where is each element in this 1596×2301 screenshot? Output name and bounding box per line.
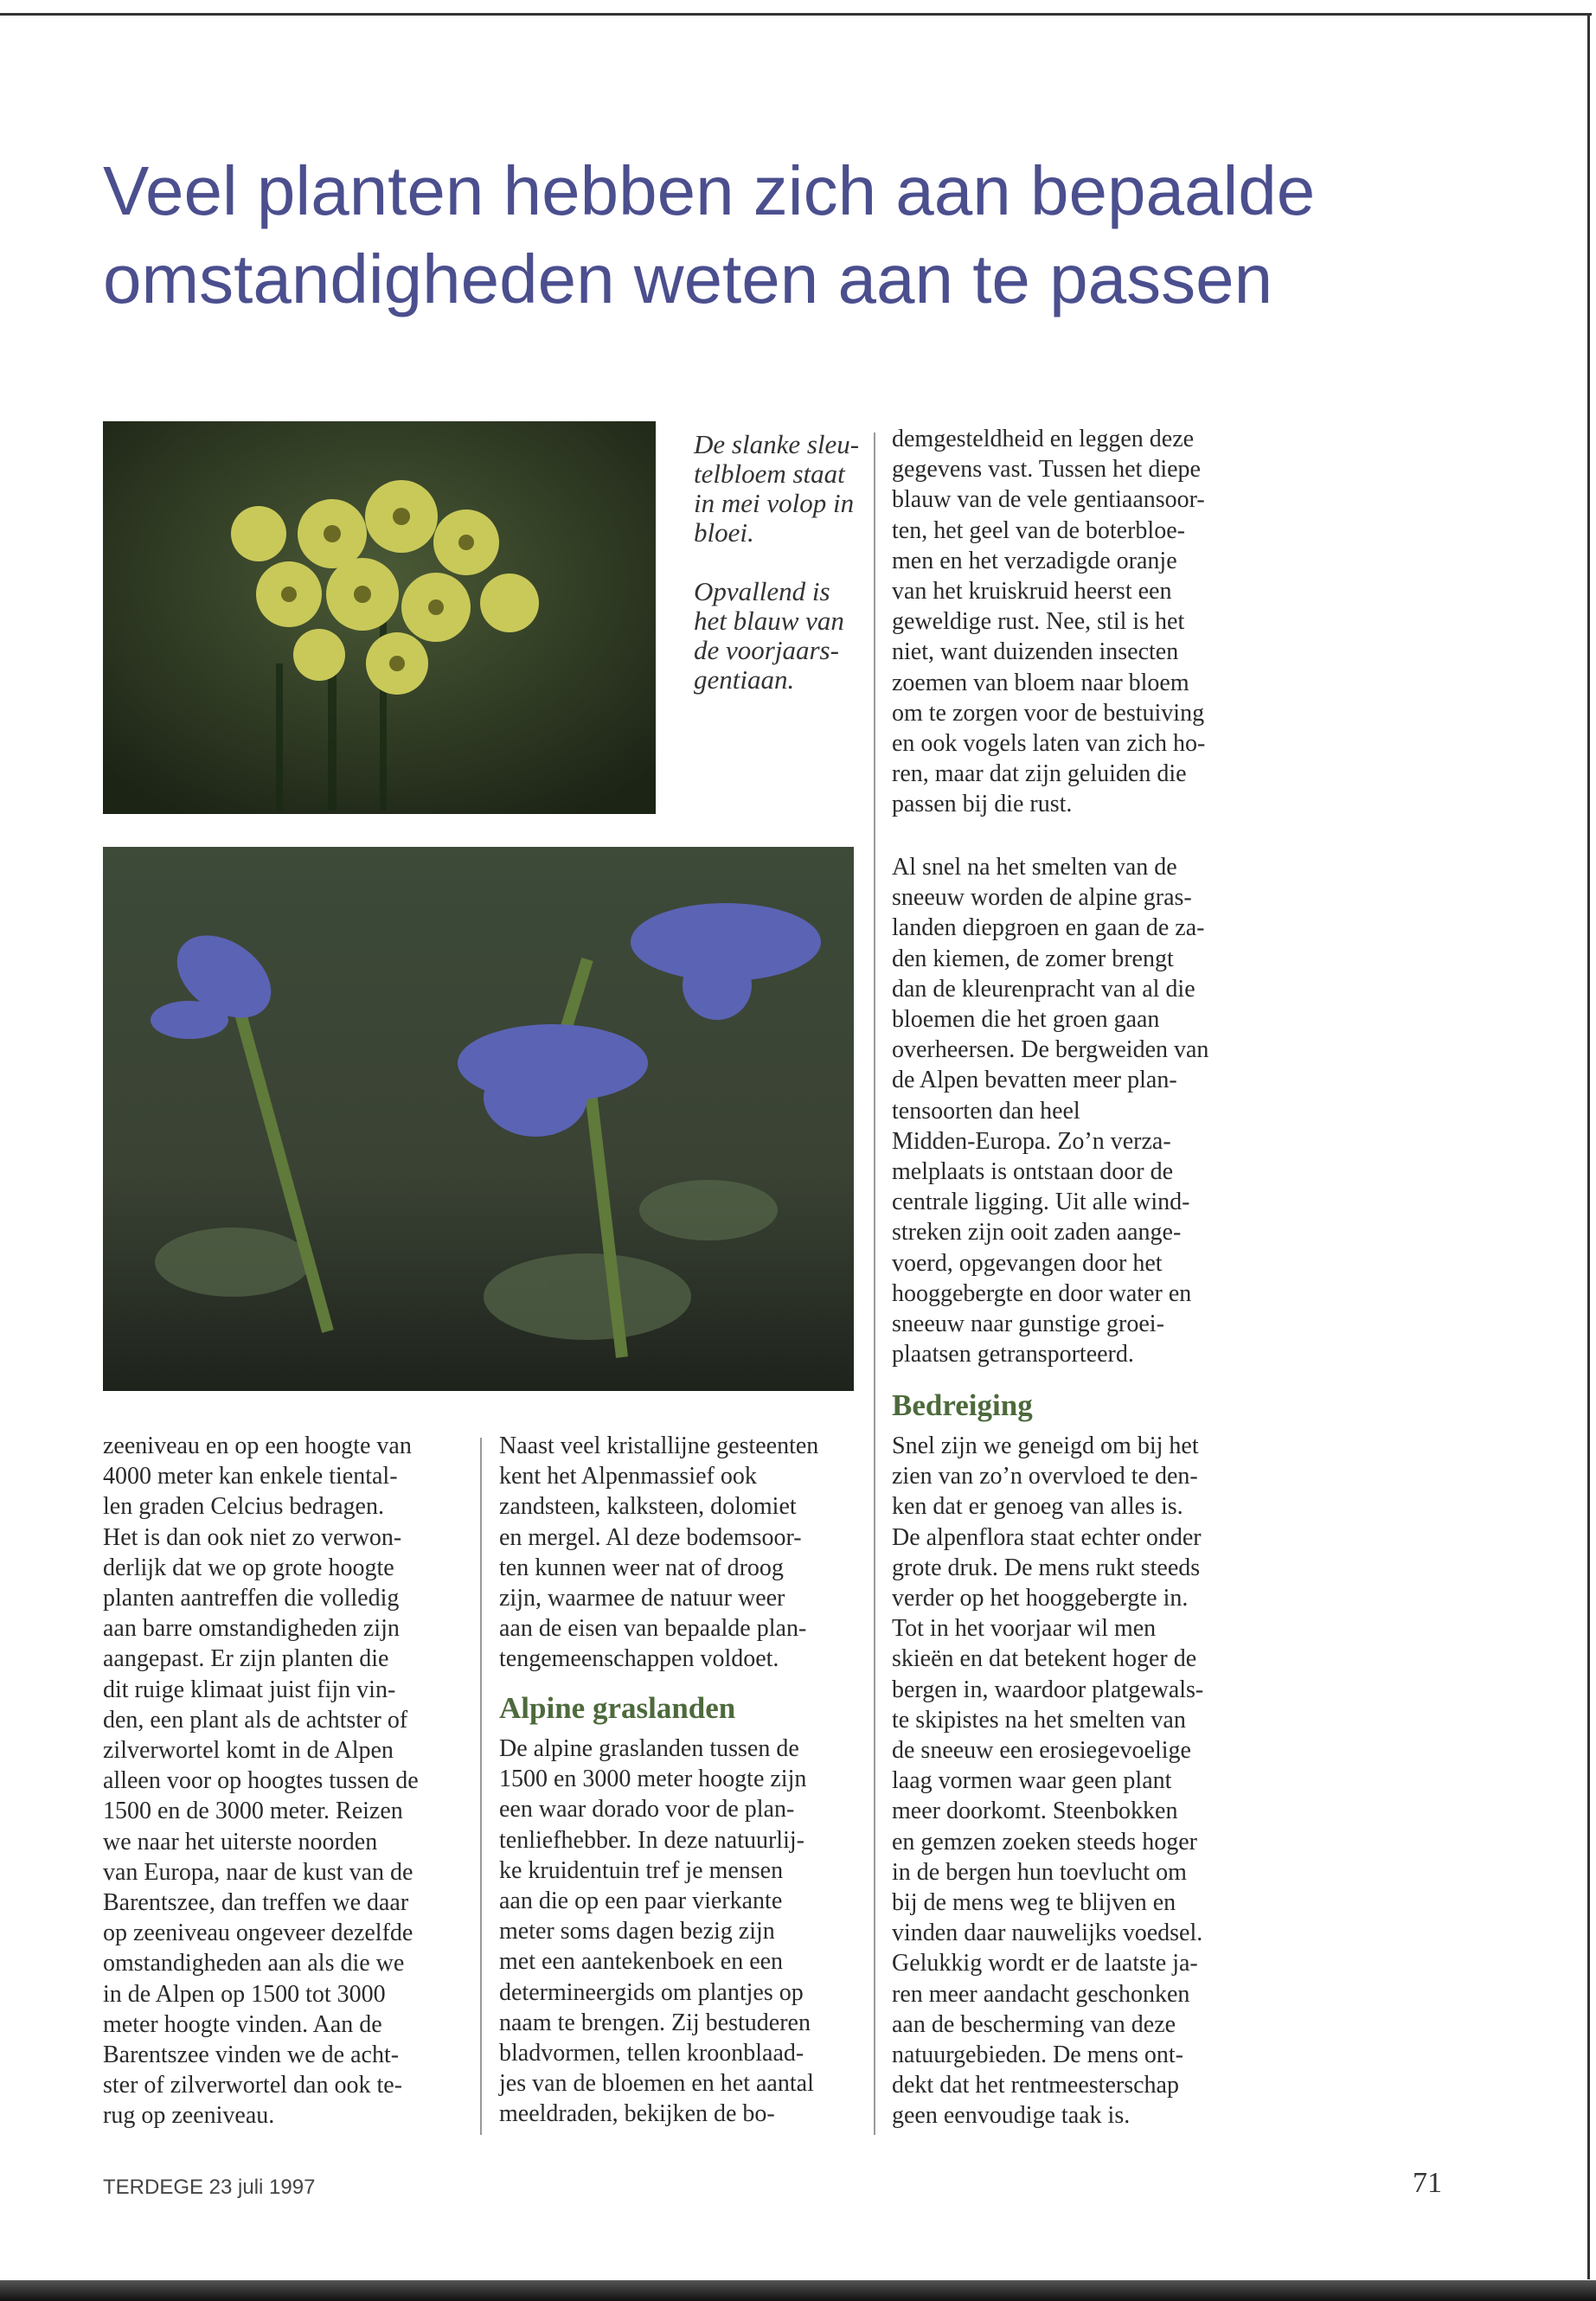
text-line: verder op het hooggebergte in. <box>892 1585 1189 1612</box>
text-line: geweldige rust. Nee, stil is het <box>892 608 1185 636</box>
text-line: meter hoogte vinden. Aan de <box>103 2010 382 2038</box>
text-line: omstandigheden aan als die we <box>103 1950 405 1977</box>
text-line: zijn, waarmee de natuur weer <box>499 1585 785 1612</box>
text-line: voerd, opgevangen door het <box>892 1249 1163 1277</box>
column-3-paragraph-3 <box>892 1431 1203 2131</box>
text-line: met een aantekenboek en een <box>499 1948 784 1976</box>
text-line: grote druk. De mens rukt steeds <box>892 1554 1201 1581</box>
text-line: en mergel. Al deze bodemsoor- <box>499 1523 802 1551</box>
text-line: geen eenvoudige taak is. <box>892 2102 1131 2130</box>
text-line: jes van de bloemen en het aantal <box>499 2070 814 2098</box>
text-line: Gelukkig wordt er de laatste ja- <box>892 1950 1198 1977</box>
text-line: op zeeniveau ongeveer dezelfde <box>103 1920 413 1947</box>
text-line: en ook vogels laten van zich ho- <box>892 730 1206 758</box>
text-line: kent het Alpenmassief ook <box>499 1463 757 1490</box>
text-line: naam te brengen. Zij bestuderen <box>499 2009 811 2036</box>
text-line: dit ruige klimaat juist fijn vin- <box>103 1676 396 1703</box>
scan-edge <box>0 2280 1596 2301</box>
text-line: zien van zo’n overvloed te den- <box>892 1463 1198 1490</box>
text-line: demgesteldheid en leggen deze <box>892 426 1195 452</box>
text-line: van Europa, naar de kust van de <box>103 1858 413 1886</box>
text-line: te skipistes na het smelten van <box>892 1706 1186 1734</box>
text-line: ten kunnen weer nat of droog <box>499 1554 784 1581</box>
text-line: zoemen van bloem naar bloem <box>892 669 1189 696</box>
text-line: landen diepgroen en gaan de za- <box>892 914 1205 942</box>
text-line: dan de kleurenpracht van al die <box>892 975 1195 1003</box>
text-line: 1500 en de 3000 meter. Reizen <box>103 1798 403 1825</box>
text-line: tensoorten dan heel <box>892 1097 1080 1125</box>
text-line: de sneeuw een erosiegevoelige <box>892 1737 1191 1765</box>
text-line: in de Alpen op 1500 tot 3000 <box>103 1980 386 2008</box>
text-line: De alpine graslanden tussen de <box>499 1735 799 1762</box>
text-line: sneeuw naar gunstige groei- <box>892 1311 1164 1338</box>
text-line: en gemzen zoeken steeds hoger <box>892 1828 1197 1856</box>
text-line: determineergids om plantjes op <box>499 1978 804 2006</box>
text-line: melplaats is ontstaan door de <box>892 1158 1174 1186</box>
text-line: passen bij die rust. <box>892 791 1073 818</box>
text-line: overheersen. De bergweiden van <box>892 1036 1209 1064</box>
caption-primrose: De slanke sleu- telbloem staat in mei volop in bloei. <box>694 429 860 548</box>
text-line: ke kruidentuin tref je mensen <box>499 1856 784 1884</box>
text-line: len graden Celcius bedragen. <box>103 1493 384 1521</box>
page-number: 71 <box>1413 2167 1442 2199</box>
text-line: blauw van de vele gentiaansoor- <box>892 486 1205 514</box>
text-line: men en het verzadigde oranje <box>892 547 1177 574</box>
text-line: ren, maar dat zijn geluiden die <box>892 760 1187 788</box>
photo-captions <box>694 430 867 724</box>
column-2-paragraph-1 <box>499 1431 818 1675</box>
top-border <box>0 13 1592 16</box>
text-line: de Alpen bevatten meer plan- <box>892 1067 1177 1094</box>
text-line: streken zijn ooit zaden aange- <box>892 1219 1182 1247</box>
column-3-paragraph-2 <box>892 852 1208 1369</box>
text-line: sneeuw worden de alpine gras- <box>892 884 1192 912</box>
text-line: Midden-Europa. Zo’n verza- <box>892 1127 1171 1155</box>
text-line: Snel zijn we geneigd om bij het <box>892 1433 1199 1459</box>
text-line: natuurgebieden. De mens ont- <box>892 2041 1183 2069</box>
column-3-paragraph-1 <box>892 424 1205 820</box>
text-line: Het is dan ook niet zo verwon- <box>103 1523 402 1551</box>
text-line: aan barre omstandigheden zijn <box>103 1615 400 1643</box>
text-line: meer doorkomt. Steenbokken <box>892 1798 1178 1825</box>
text-line: niet, want duizenden insecten <box>892 638 1179 666</box>
text-line: een waar dorado voor de plan- <box>499 1796 795 1823</box>
text-line: skieën en dat betekent hoger de <box>892 1645 1197 1673</box>
text-line: den, een plant als de achtster of <box>103 1706 408 1734</box>
text-line: Al snel na het smelten van de <box>892 854 1177 881</box>
footer-publication: TERDEGE 23 juli 1997 <box>103 2176 316 2199</box>
text-line: zeeniveau en op een hoogte van <box>103 1433 412 1459</box>
text-line: meeldraden, bekijken de bo- <box>499 2100 775 2128</box>
text-line: Barentszee vinden we de acht- <box>103 2041 400 2069</box>
text-line: aan de bescherming van deze <box>892 2010 1176 2038</box>
text-line: derlijk dat we op grote hoogte <box>103 1554 394 1581</box>
column-2-paragraph-2 <box>499 1734 814 2130</box>
text-line: ken dat er genoeg van alles is. <box>892 1493 1183 1521</box>
page-title <box>103 147 1315 324</box>
text-line: ren meer aandacht geschonken <box>892 1980 1190 2008</box>
text-line: zilverwortel komt in de Alpen <box>103 1737 394 1765</box>
text-line: 4000 meter kan enkele tiental- <box>103 1463 398 1490</box>
text-line: laag vormen waar geen plant <box>892 1767 1172 1795</box>
text-line: bladvormen, tellen kroonblaad- <box>499 2040 804 2067</box>
text-line: van het kruiskruid heerst een <box>892 578 1172 606</box>
text-line: aangepast. Er zijn planten die <box>103 1645 389 1673</box>
section-heading-alpine-graslanden: Alpine graslanden <box>499 1691 736 1725</box>
text-line: bergen in, waardoor platgewals- <box>892 1676 1204 1703</box>
text-line: zandsteen, kalksteen, dolomiet <box>499 1493 797 1521</box>
caption-gentian: Opvallend is het blauw van de voorjaars- gentiaan. <box>694 576 844 695</box>
title-line-1: Veel planten hebben zich aan bepaalde <box>103 152 1316 229</box>
text-line: meter soms dagen bezig zijn <box>499 1918 775 1945</box>
text-line: tenliefhebber. In deze natuurlij- <box>499 1826 804 1854</box>
text-line: in de bergen hun toevlucht om <box>892 1858 1187 1886</box>
text-line: De alpenflora staat echter onder <box>892 1523 1202 1551</box>
text-line: alleen voor op hoogtes tussen de <box>103 1767 419 1795</box>
text-line: bloemen die het groen gaan <box>892 1006 1160 1034</box>
text-line: om te zorgen voor de bestuiving <box>892 699 1205 727</box>
text-line: ten, het geel van de boterbloe- <box>892 516 1185 544</box>
column-divider <box>480 1438 482 2135</box>
text-line: dekt dat het rentmeesterschap <box>892 2072 1179 2099</box>
text-line: hooggebergte en door water en <box>892 1279 1192 1307</box>
text-line: centrale ligging. Uit alle wind- <box>892 1189 1190 1216</box>
column-1-text <box>103 1431 419 2131</box>
text-line: tengemeenschappen voldoet. <box>499 1645 779 1673</box>
text-line: Tot in het voorjaar wil men <box>892 1615 1157 1643</box>
section-heading-bedreiging: Bedreiging <box>892 1388 1033 1422</box>
text-line: den kiemen, de zomer brengt <box>892 945 1174 972</box>
text-line: Naast veel kristallijne gesteenten <box>499 1433 819 1459</box>
right-border <box>1587 13 1590 2279</box>
text-line: aan die op een paar vierkante <box>499 1888 783 1915</box>
photo-primrose <box>103 421 656 814</box>
title-line-2: omstandigheden weten aan te passen <box>103 240 1273 317</box>
column-divider <box>874 433 875 2135</box>
text-line: planten aantreffen die volledig <box>103 1585 400 1612</box>
text-line: vinden daar nauwelijks voedsel. <box>892 1920 1203 1947</box>
text-line: aan de eisen van bepaalde plan- <box>499 1615 807 1643</box>
text-line: we naar het uiterste noorden <box>103 1828 378 1856</box>
text-line: gegevens vast. Tussen het diepe <box>892 456 1201 484</box>
text-line: plaatsen getransporteerd. <box>892 1341 1134 1368</box>
text-line: bij de mens weg te blijven en <box>892 1889 1176 1917</box>
text-line: 1500 en 3000 meter hoogte zijn <box>499 1766 807 1793</box>
photo-gentian <box>103 847 854 1391</box>
text-line: ster of zilverwortel dan ook te- <box>103 2072 402 2099</box>
text-line: rug op zeeniveau. <box>103 2102 275 2130</box>
text-line: Barentszee, dan treffen we daar <box>103 1889 409 1917</box>
